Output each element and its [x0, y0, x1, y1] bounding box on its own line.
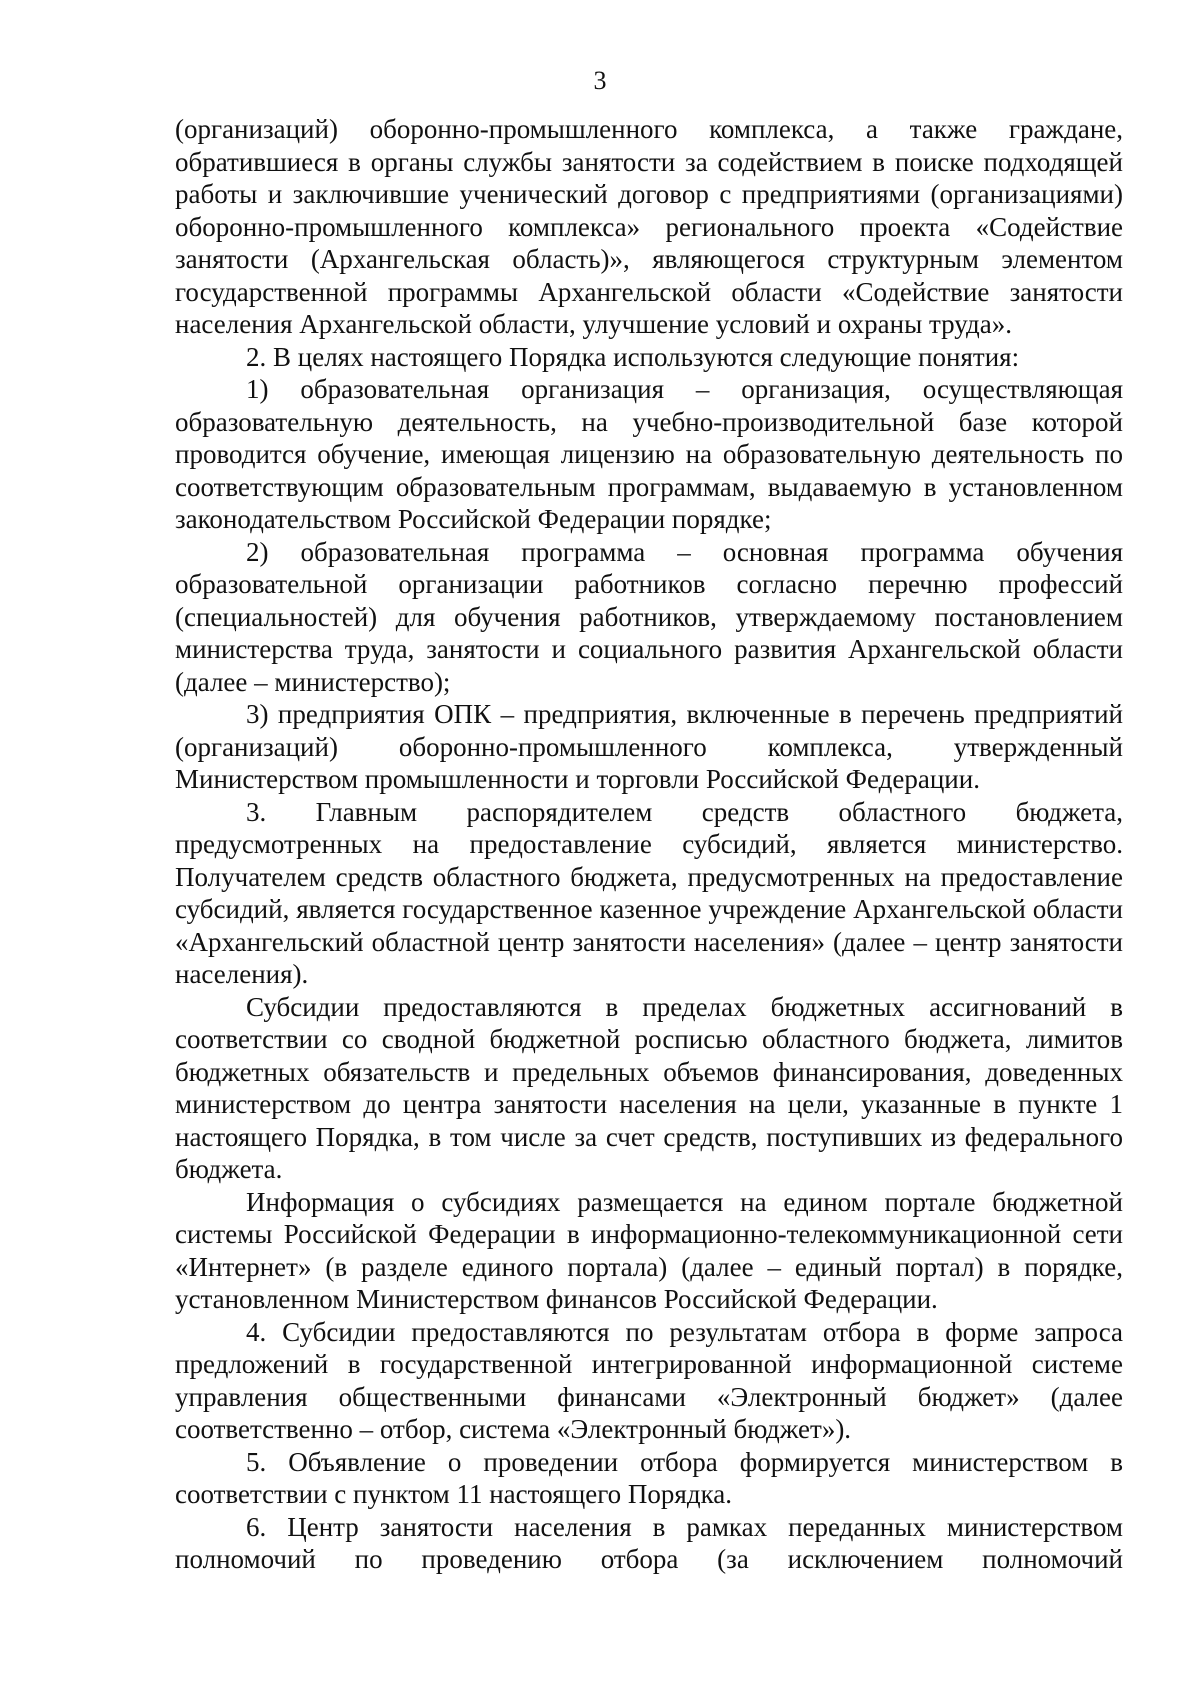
paragraph-item-3: 3. Главным распорядителем средств областного бюджета, предусмотренных на предоставление субсидий, является министерство. Получателем средств областного бюджета, предусмотренных на предоставление субсидий, является государственное казенное учреждение Архангельской области «Архангельский областной центр занятости населения» (далее – центр занятости населения).	[175, 796, 1123, 989]
paragraph-subsidies-info: Информация о субсидиях размещается на едином портале бюджетной системы Российской Федерации в информационно-телекоммуникационной сети «Интернет» (в разделе единого портала) (далее – единый портал) в порядке, установленном Министерством финансов Российской Федерации.	[175, 1186, 1123, 1314]
page-number: 3	[593, 66, 607, 95]
paragraph-item-5: 5. Объявление о проведении отбора формируется министерством в соответствии с пунктом 11 настоящего Порядка.	[175, 1446, 1123, 1509]
paragraph-item-4: 4. Субсидии предоставляются по результатам отбора в форме запроса предложений в государственной интегрированной информационной системе управления общественными финансами «Электронный бюджет» (далее соответственно – отбор, система «Электронный бюджет»).	[175, 1316, 1123, 1444]
paragraph-item-2: 2. В целях настоящего Порядка используются следующие понятия:	[246, 341, 1020, 372]
paragraph-definition-2: 2) образовательная программа – основная программа обучения образовательной организации работников согласно перечню профессий (специальностей) для обучения работников, утверждаемому постановлением министерства труда, занятости и социального развития Архангельской области (далее – министерство);	[175, 536, 1123, 697]
paragraph-subsidies-limits: Субсидии предоставляются в пределах бюджетных ассигнований в соответствии со сводной бюджетной росписью областного бюджета, лимитов бюджетных обязательств и предельных объемов финансирования, доведенных министерством до центра занятости населения на цели, указанные в пункте 1 настоящего Порядка, в том числе за счет средств, поступивших из федерального бюджета.	[175, 991, 1123, 1184]
document-body	[175, 113, 1123, 1576]
paragraph-item-6: 6. Центр занятости населения в рамках переданных министерством полномочий по проведению отбора (за исключением полномочий	[175, 1511, 1123, 1574]
paragraph-definition-3: 3) предприятия ОПК – предприятия, включенные в перечень предприятий (организаций) оборонно-промышленного комплекса, утвержденный Министерством промышленности и торговли Российской Федерации.	[175, 699, 1123, 794]
paragraph-continuation: (организаций) оборонно-промышленного комплекса, а также граждане, обратившиеся в органы службы занятости за содействием в поиске подходящей работы и заключившие ученический договор с предприятиями (организациями) оборонно-промышленного комплекса» регионального проекта «Содействие занятости (Архангельская область)», являющегося структурным элементом государственной программы Архангельской области «Содействие занятости населения Архангельской области, улучшение условий и охраны труда».	[175, 114, 1123, 339]
paragraph-definition-1: 1) образовательная организация – организация, осуществляющая образовательную деятельность, на учебно-производительной базе которой проводится обучение, имеющая лицензию на образовательную деятельность по соответствующим образовательным программам, выдаваемую в установленном законодательством Российской Федерации порядке;	[175, 374, 1123, 534]
